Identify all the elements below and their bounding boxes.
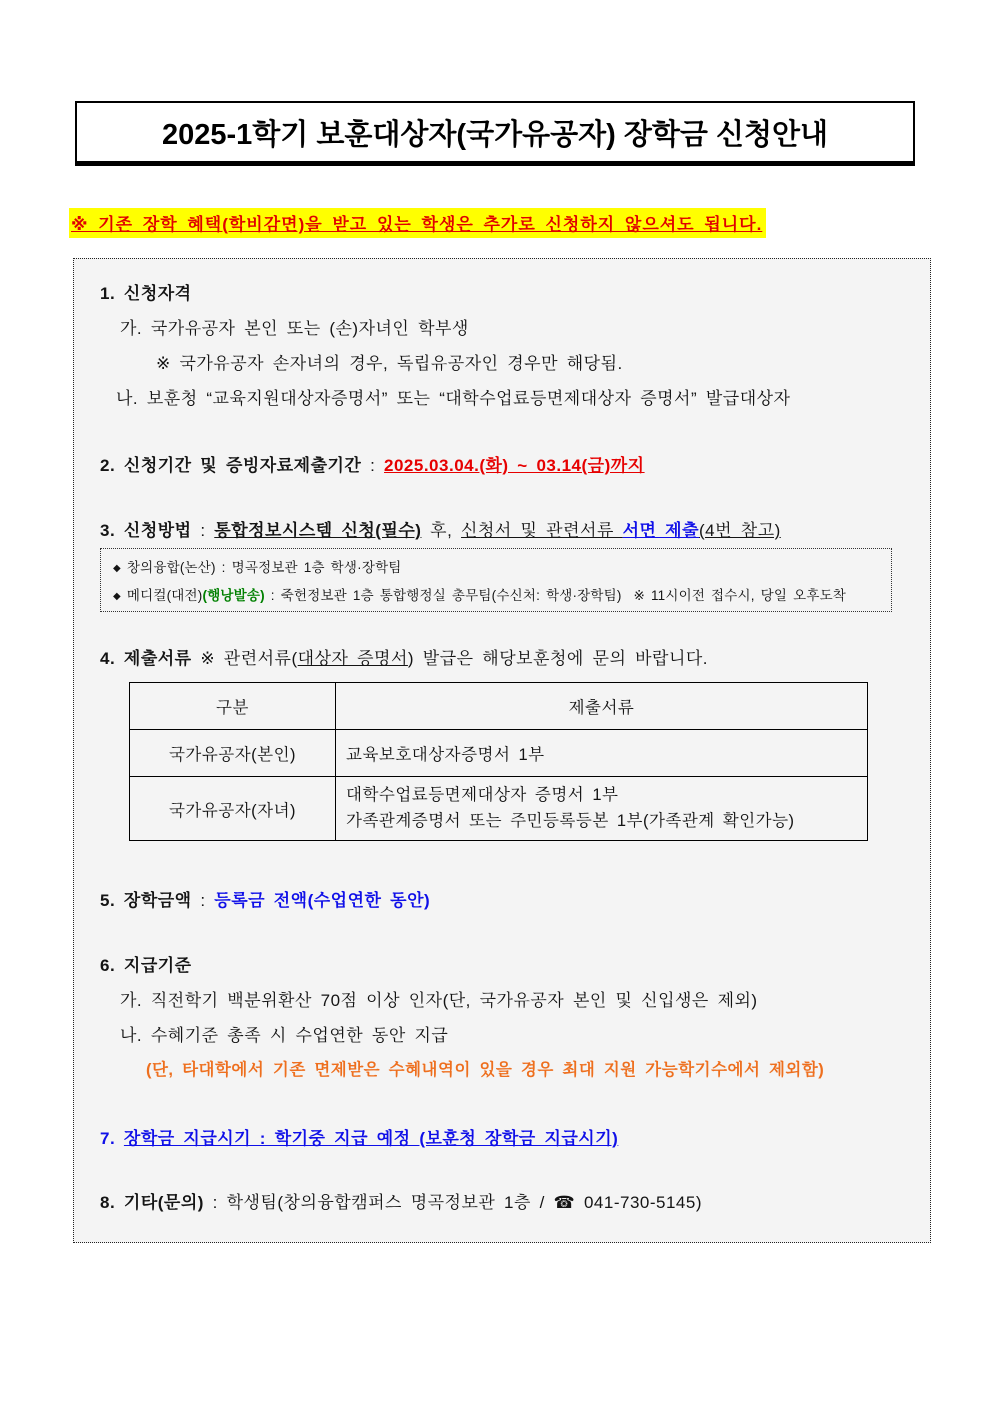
table-row xyxy=(130,730,868,777)
table-header-row xyxy=(130,683,868,730)
section7-number: 7. xyxy=(100,1129,124,1148)
section3-paper-submit: 서면 제출 xyxy=(622,521,700,540)
section8-contact: 학생팀(창의융합캠퍼스 명곡정보관 1층 / ☎ 041-730-5145) xyxy=(226,1193,703,1212)
section6-heading: 6. 지급기준 xyxy=(100,956,192,975)
section3-system-apply: 통합정보시스템 신청(필수) xyxy=(214,521,422,540)
section1-item-na: 나. 보훈청 “교육지원대상자증명서” 또는 “대학수업료등면제대상자 증명서” 발급대상자 xyxy=(116,389,791,408)
section8-line xyxy=(100,1188,702,1213)
submission-location-box xyxy=(100,548,892,612)
table-cell-docs-child xyxy=(336,777,868,841)
location-line-daejeon xyxy=(113,584,846,604)
section1-note: ※ 국가유공자 손자녀의 경우, 독립유공자인 경우만 해당됨. xyxy=(156,354,623,373)
section2-heading: 2. 신청기간 및 증빙자료제출기간 xyxy=(100,456,362,475)
section3-documents: 신청서 및 관련서류 xyxy=(461,521,623,540)
section3-line xyxy=(100,516,781,541)
section2-line xyxy=(100,451,645,476)
campus-nonsan: 창의융합(논산) xyxy=(126,560,216,575)
section2-separator: : xyxy=(361,456,385,475)
docs-child-line2: 가족관계증명서 또는 주민등록등본 1부(가족관계 확인가능) xyxy=(346,811,795,830)
table-header-category: 구분 xyxy=(130,683,336,730)
campus-nonsan-sep: : xyxy=(215,560,232,575)
section4-cert-underline: 대상자 증명서 xyxy=(297,649,408,668)
section7-line xyxy=(100,1124,618,1149)
campus-nonsan-location: 명곡정보관 1층 학생·장학팀 xyxy=(231,560,402,575)
section5-heading: 5. 장학금액 xyxy=(100,891,192,910)
section7-payment-timing: 장학금 지급시기 : 학기중 지급 예정 (보훈청 장학금 지급시기) xyxy=(123,1129,619,1148)
section5-amount: 등록금 전액(수업연한 동안) xyxy=(214,891,431,910)
campus-daejeon-sep: : xyxy=(264,588,281,603)
diamond-bullet-icon: ◆ xyxy=(113,591,121,602)
document-title: 2025-1학기 보훈대상자(국가유공자) 장학금 신청안내 xyxy=(161,118,829,151)
section3-heading: 3. 신청방법 xyxy=(100,521,192,540)
section4-pre: ※ 관련서류( xyxy=(191,649,298,668)
section5-separator: : xyxy=(191,891,215,910)
table-cell-docs-self: 교육보호대상자증명서 1부 xyxy=(336,730,868,777)
document-title-box xyxy=(75,101,915,166)
section6-warning: (단, 타대학에서 기존 면제받은 수혜내역이 있을 경우 최대 지원 가능학기수에서 제외함) xyxy=(146,1061,825,1079)
highlighted-notice: ※ 기존 장학 혜택(학비감면)을 받고 있는 학생은 추가로 신청하지 않으셔도 됩니다. xyxy=(69,208,766,238)
section5-line xyxy=(100,886,430,911)
docs-child-line1: 대학수업료등면제대상자 증명서 1부 xyxy=(346,785,619,804)
table-cell-category-self: 국가유공자(본인) xyxy=(130,730,336,777)
section4-post: ) 발급은 해당보훈청에 문의 바랍니다. xyxy=(407,649,709,668)
section6-item-ga: 가. 직전학기 백분위환산 70점 이상 인자(단, 국가유공자 본인 및 신입생은 제외) xyxy=(120,991,758,1010)
location-line-nonsan xyxy=(113,556,402,576)
diamond-bullet-icon: ◆ xyxy=(113,563,121,574)
campus-daejeon-pouch-tag: (행낭발송) xyxy=(202,588,265,603)
table-cell-category-child: 국가유공자(자녀) xyxy=(130,777,336,841)
section6-item-na: 나. 수혜기준 총족 시 수업연한 동안 지급 xyxy=(120,1026,449,1045)
campus-daejeon-location: 죽헌정보관 1층 통합행정실 총무팀(수신처: 학생·장학팀) xyxy=(280,588,622,603)
campus-daejeon-note: ※ 11시이전 접수시, 당일 오후도착 xyxy=(621,588,847,603)
section2-period: 2025.03.04.(화) ~ 03.14(금)까지 xyxy=(384,456,645,475)
section1-heading: 1. 신청자격 xyxy=(100,284,192,303)
content-box xyxy=(73,258,931,1243)
section3-ref: (4번 참고) xyxy=(699,521,781,540)
section3-separator: : xyxy=(191,521,215,540)
table-row xyxy=(130,777,868,841)
section4-line xyxy=(100,644,708,669)
submission-documents-table xyxy=(129,682,868,841)
campus-daejeon: 메디컬(대전) xyxy=(126,588,203,603)
section4-heading: 4. 제출서류 xyxy=(100,649,192,668)
section8-heading: 8. 기타(문의) xyxy=(100,1193,204,1212)
table-header-documents: 제출서류 xyxy=(336,683,868,730)
section3-after: 후, xyxy=(421,521,462,540)
section1-item-ga: 가. 국가유공자 본인 또는 (손)자녀인 학부생 xyxy=(120,319,469,338)
section8-separator: : xyxy=(203,1193,227,1212)
